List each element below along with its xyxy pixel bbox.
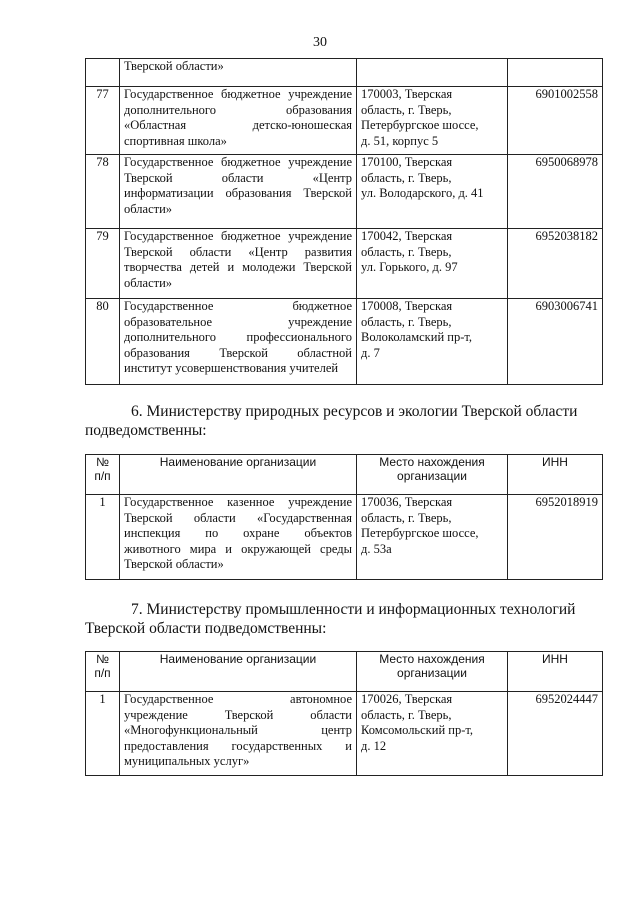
text-line: Тверской области» <box>124 557 224 571</box>
text-line: Государственное бюджетное учреждение <box>124 87 352 101</box>
text-line: д. 7 <box>361 345 380 360</box>
text-line: области» <box>124 275 173 290</box>
inn-cell: 6901002558 <box>508 87 603 155</box>
text-line: дополнительного образования <box>124 102 352 117</box>
text-line: 170042, Тверская <box>361 229 453 243</box>
section-7-heading-line-1: 7. Министерству промышленности и информационных технологий <box>131 601 576 618</box>
address-cell <box>357 59 508 87</box>
header-number <box>86 455 120 495</box>
header-number-line-1: № <box>96 455 109 469</box>
row-number: 78 <box>86 155 120 229</box>
text-line: 170008, Тверская <box>361 299 453 313</box>
org-name-cell <box>120 87 357 155</box>
header-location-line-2: организации <box>397 469 467 483</box>
table-row <box>86 155 603 229</box>
header-location-line-1: Место нахождения <box>379 652 485 666</box>
address-cell <box>357 87 508 155</box>
org-name-cell <box>120 299 357 385</box>
table-row-continuation <box>86 59 603 87</box>
header-number-line-1: № <box>96 652 109 666</box>
text-line: Петербургское шоссе, <box>361 118 479 132</box>
text-line: учреждение Тверской области <box>124 707 352 722</box>
text-line: Тверской области» <box>124 59 224 73</box>
text-line: 170026, Тверская <box>361 692 453 706</box>
text-line: Государственное бюджетное <box>124 299 352 313</box>
text-line: Государственное казенное учреждение <box>124 495 352 509</box>
table-header-row <box>86 652 603 692</box>
text-line: Государственное бюджетное учреждение <box>124 229 352 243</box>
section-6-heading <box>85 402 602 440</box>
text-line: д. 12 <box>361 738 387 753</box>
text-line: муниципальных услуг» <box>124 754 250 768</box>
text-line: животного мира и окружающей среды <box>124 541 352 556</box>
table-row <box>86 229 603 299</box>
row-number: 79 <box>86 229 120 299</box>
text-line: «Областная детско-юношеская <box>124 118 352 132</box>
table-row <box>86 692 603 776</box>
inn-cell: 6952024447 <box>508 692 603 776</box>
text-line: Тверской области «Центр <box>124 170 352 185</box>
address-cell <box>357 692 508 776</box>
text-line: Тверской области «Центр развития <box>124 244 352 259</box>
text-line: 170036, Тверская <box>361 495 453 509</box>
table-row <box>86 299 603 385</box>
inn-cell: 6952018919 <box>508 495 603 580</box>
header-number <box>86 652 120 692</box>
header-location <box>357 455 508 495</box>
text-line: инспекция по охране объектов <box>124 526 352 540</box>
section-7-heading <box>85 600 602 638</box>
row-number: 77 <box>86 87 120 155</box>
org-name-cell <box>120 155 357 229</box>
header-inn: ИНН <box>508 455 603 495</box>
row-number: 80 <box>86 299 120 385</box>
text-line: Государственное автономное <box>124 692 352 706</box>
text-line: д. 51, корпус 5 <box>361 133 439 148</box>
org-name-cell <box>120 229 357 299</box>
text-line: предоставления государственных и <box>124 738 352 753</box>
text-line: область, г. Тверь, <box>361 102 452 117</box>
text-line: 170100, Тверская <box>361 155 453 169</box>
text-line: информатизации образования Тверской <box>124 186 352 200</box>
text-line: область, г. Тверь, <box>361 510 452 525</box>
text-line: Комсомольский пр-т, <box>361 723 474 737</box>
text-line: Волоколамский пр-т, <box>361 330 473 344</box>
text-line: ул. Володарского, д. 41 <box>361 186 484 200</box>
text-line: д. 53а <box>361 541 392 556</box>
text-line: «Многофункциональный центр <box>124 723 352 737</box>
table-row <box>86 495 603 580</box>
text-line: спортивная школа» <box>124 133 227 148</box>
text-line: Петербургское шоссе, <box>361 526 479 540</box>
text-line: область, г. Тверь, <box>361 170 452 185</box>
address-cell <box>357 229 508 299</box>
address-cell <box>357 155 508 229</box>
row-number <box>86 59 120 87</box>
header-number-line-2: п/п <box>94 666 111 680</box>
row-number: 1 <box>86 495 120 580</box>
section-7-heading-line-2: Тверской области подведомственны: <box>85 620 327 637</box>
text-line: области» <box>124 201 173 216</box>
organizations-table-continued <box>85 58 603 385</box>
text-line: творчества детей и молодежи Тверской <box>124 260 352 274</box>
text-line: 170003, Тверская <box>361 87 453 101</box>
text-line: Тверской области «Государственная <box>124 510 352 525</box>
org-name-cell <box>120 59 357 87</box>
header-org-name: Наименование организации <box>120 652 357 692</box>
text-line: область, г. Тверь, <box>361 244 452 259</box>
header-org-name: Наименование организации <box>120 455 357 495</box>
header-location <box>357 652 508 692</box>
header-location-line-1: Место нахождения <box>379 455 485 469</box>
page-number: 30 <box>313 35 327 50</box>
text-line: образования Тверской областной <box>124 345 352 360</box>
section-6-heading-line-1: 6. Министерству природных ресурсов и экологии Тверской области <box>131 403 578 420</box>
header-location-line-2: организации <box>397 666 467 680</box>
row-number: 1 <box>86 692 120 776</box>
header-inn: ИНН <box>508 652 603 692</box>
address-cell <box>357 299 508 385</box>
inn-cell <box>508 59 603 87</box>
address-cell <box>357 495 508 580</box>
org-name-cell <box>120 495 357 580</box>
text-line: область, г. Тверь, <box>361 707 452 722</box>
org-name-cell <box>120 692 357 776</box>
inn-cell: 6952038182 <box>508 229 603 299</box>
text-line: образовательное учреждение <box>124 314 352 329</box>
table-row <box>86 87 603 155</box>
section-6-table <box>85 454 603 580</box>
inn-cell: 6950068978 <box>508 155 603 229</box>
text-line: Государственное бюджетное учреждение <box>124 155 352 169</box>
section-7-table <box>85 651 603 776</box>
header-number-line-2: п/п <box>94 469 111 483</box>
table-header-row <box>86 455 603 495</box>
text-line: дополнительного профессионального <box>124 330 352 344</box>
text-line: область, г. Тверь, <box>361 314 452 329</box>
inn-cell: 6903006741 <box>508 299 603 385</box>
text-line: институт усовершенствования учителей <box>124 361 339 375</box>
section-6-heading-line-2: подведомственны: <box>85 422 207 439</box>
text-line: ул. Горького, д. 97 <box>361 260 458 274</box>
